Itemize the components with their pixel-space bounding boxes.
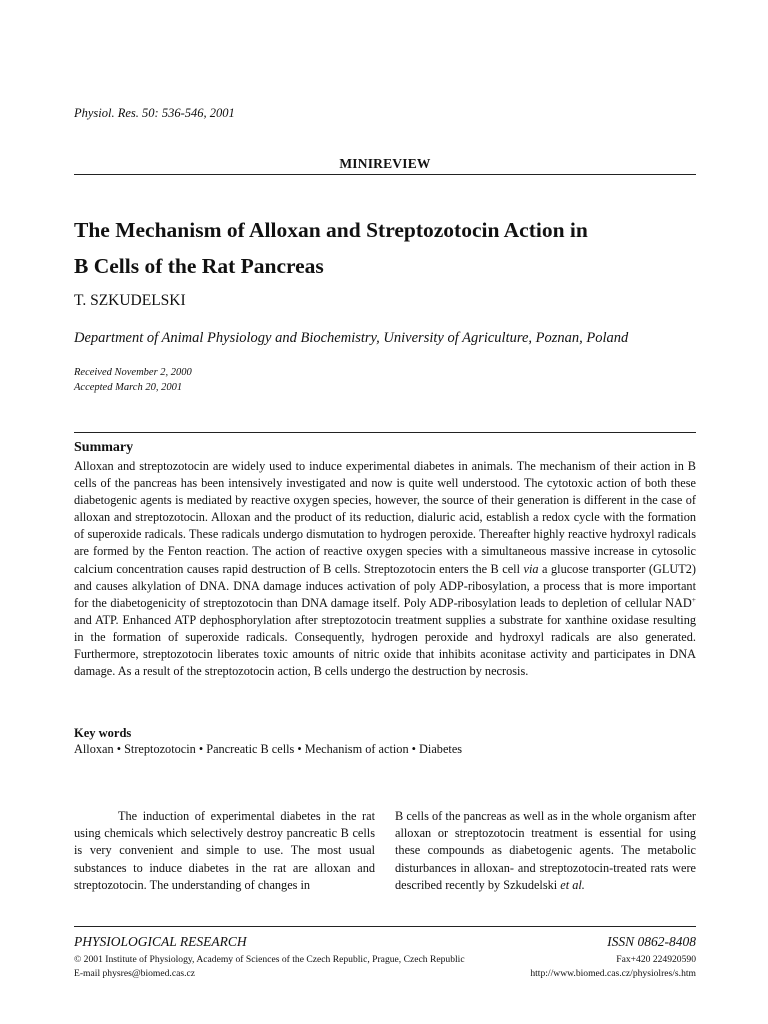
title-line-1: The Mechanism of Alloxan and Streptozotocin Action in — [74, 218, 588, 242]
summary-part-1: Alloxan and streptozotocin are widely used to induce experimental diabetes in animals. The mechanism of their action in B cells of the pancreas has been intensively investigated and now is quite well understood. The cytotoxic action of both these diabetogenic agents is mediated by reactive oxygen species, however, the source of their generation is different in the case of alloxan and streptozotocin. Alloxan and the product of its reduction, dialuric acid, establish a redox cycle with the formation of superoxide radicals. These radicals undergo dismutation to hydrogen peroxide. Thereafter highly reactive hydroxyl radicals are formed by the Fenton reaction. The action of reactive oxygen species with a simultaneous massive increase in cytosolic calcium concentration causes rapid destruction of B cells. Streptozotocin enters the B cell — [74, 459, 696, 576]
footer-issn: ISSN 0862-8408 — [607, 934, 696, 949]
footer-copyright: © 2001 Institute of Physiology, Academy of Sciences of the Czech Republic, Prague, Czech Republic — [74, 954, 465, 965]
keywords-heading: Key words — [74, 726, 132, 740]
summary-top-rule — [74, 432, 696, 433]
article-dates — [74, 365, 192, 395]
footer-fax: Fax+420 224920590 — [616, 954, 696, 965]
keywords-list: Alloxan • Streptozotocin • Pancreatic B cells • Mechanism of action • Diabetes — [74, 742, 463, 756]
footer-email: E-mail physres@biomed.cas.cz — [74, 968, 195, 979]
footer-rule — [74, 926, 696, 927]
summary-superscript: + — [691, 594, 696, 604]
summary-text — [74, 458, 696, 680]
footer-url: http://www.biomed.cas.cz/physiolres/s.htm — [530, 968, 696, 979]
received-date: Received November 2, 2000 — [74, 367, 192, 378]
body-right-text: B cells of the pancreas as well as in the whole organism after alloxan or streptozotocin treatment is essential for using these compounds as diabetogenic agents. The metabolic disturbances in alloxan- and streptozotocin-treated rats were described recently by Szkudelski — [395, 809, 696, 892]
section-label: MINIREVIEW — [339, 156, 431, 171]
summary-via: via — [523, 561, 539, 576]
body-right-etal: et al. — [560, 877, 585, 892]
author-name: T. SZKUDELSKI — [74, 292, 186, 309]
body-column-right — [395, 808, 696, 894]
summary-part-2: a glucose transporter (GLUT2) and causes alkylation of DNA. DNA damage induces activation of poly ADP-ribosylation, a process that is more important for the diabetogenicity of streptozotocin than DNA damage itself. Poly ADP-ribosylation leads to depletion of cellular NAD — [74, 561, 696, 610]
journal-reference: Physiol. Res. 50: 536-546, 2001 — [74, 106, 235, 120]
body-column-left: The induction of experimental diabetes in the rat using chemicals which selectively destroy pancreatic B cells is very convenient and simple to use. The most usual substances to induce diabetes in the rat are alloxan and streptozotocin. The understanding of changes in — [74, 809, 375, 892]
footer-journal-name: PHYSIOLOGICAL RESEARCH — [74, 934, 247, 949]
summary-heading: Summary — [74, 440, 134, 455]
article-title — [74, 212, 714, 284]
author-affiliation: Department of Animal Physiology and Biochemistry, University of Agriculture, Poznan, Poland — [74, 330, 629, 346]
title-line-2: B Cells of the Rat Pancreas — [74, 254, 324, 278]
summary-part-3: and ATP. Enhanced ATP dephosphorylation after streptozotocin treatment supplies a substrate for xanthine oxidase resulting in the formation of superoxide radicals. Consequently, hydrogen peroxide and hydroxyl radicals are also generated. Furthermore, streptozotocin liberates toxic amounts of nitric oxide that inhibits aconitase activity and participates in DNA damage. As a result of the streptozotocin action, B cells undergo the destruction by necrosis. — [74, 612, 696, 679]
accepted-date: Accepted March 20, 2001 — [74, 382, 183, 393]
header-rule — [74, 174, 696, 175]
